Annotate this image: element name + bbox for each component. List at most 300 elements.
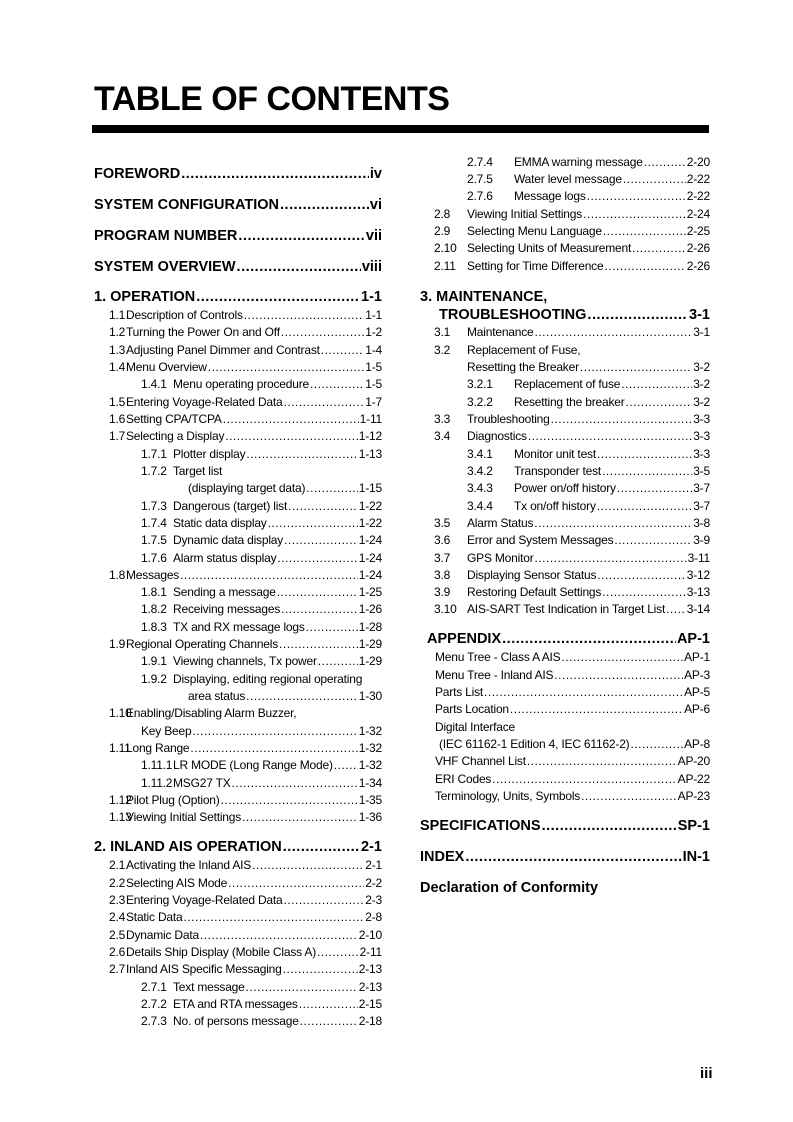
toc-entry-1-4-1[interactable] bbox=[94, 376, 382, 392]
toc-entry-text: SYSTEM CONFIGURATION bbox=[94, 197, 280, 213]
dot-leader bbox=[597, 446, 692, 462]
toc-entry-3-4-4[interactable] bbox=[420, 498, 710, 514]
toc-entry-3-2-2[interactable] bbox=[420, 394, 710, 410]
toc-section-number: 3.2.1 bbox=[467, 377, 493, 391]
dot-leader bbox=[242, 809, 358, 825]
toc-page-number: 1-25 bbox=[358, 585, 382, 599]
toc-entry-3-4-2[interactable] bbox=[420, 463, 710, 479]
toc-entry-text: No. of persons message bbox=[173, 1014, 299, 1028]
toc-section-number: 1.13 bbox=[109, 810, 132, 824]
dot-leader bbox=[196, 288, 360, 306]
toc-page-number: 2-26 bbox=[686, 259, 710, 273]
dot-leader bbox=[284, 892, 365, 908]
dot-leader bbox=[626, 394, 693, 410]
toc-entry-system-configuration[interactable] bbox=[94, 196, 382, 214]
dot-leader bbox=[535, 324, 693, 340]
toc-entry-1-11-2[interactable] bbox=[94, 775, 382, 791]
toc-entry-1-8-1[interactable] bbox=[94, 584, 382, 600]
toc-section-number: 2.7.5 bbox=[467, 172, 493, 186]
toc-entry-text: Entering Voyage-Related Data bbox=[126, 395, 283, 409]
dot-leader bbox=[534, 515, 692, 531]
toc-entry-appendix-digital-interface[interactable] bbox=[420, 719, 710, 735]
toc-page-number: AP-20 bbox=[677, 754, 710, 768]
toc-section-number: 2.4 bbox=[109, 910, 126, 924]
toc-entry-text: INDEX bbox=[420, 849, 465, 865]
toc-page-number: 2-24 bbox=[686, 207, 710, 221]
toc-section-number: 1.7.6 bbox=[141, 551, 167, 565]
toc-entry-1-7-1[interactable] bbox=[94, 446, 382, 462]
toc-entry-text: Maintenance bbox=[467, 325, 534, 339]
toc-page-number: 3-14 bbox=[686, 602, 710, 616]
toc-page-number: 1-5 bbox=[365, 377, 382, 391]
toc-entry-appendix-parts-location[interactable] bbox=[420, 701, 710, 717]
toc-section-number: 3.2.2 bbox=[467, 395, 493, 409]
toc-page-number: 1-2 bbox=[365, 325, 382, 339]
toc-entry-1-7-3[interactable] bbox=[94, 498, 382, 514]
toc-entry-2-7-3[interactable] bbox=[94, 1013, 382, 1029]
dot-leader bbox=[283, 838, 360, 856]
toc-entry-text: Text message bbox=[173, 980, 245, 994]
dot-leader bbox=[580, 359, 692, 375]
toc-entry-text: 3. MAINTENANCE, bbox=[420, 289, 548, 305]
toc-chapter-1[interactable] bbox=[94, 288, 382, 306]
dot-leader bbox=[583, 206, 686, 222]
toc-entry-2-6[interactable] bbox=[94, 944, 382, 960]
toc-section-number: 2.6 bbox=[109, 945, 126, 959]
dot-leader bbox=[597, 498, 693, 514]
toc-entry-3-4-3[interactable] bbox=[420, 480, 710, 496]
toc-entry-1-10-cont[interactable] bbox=[94, 723, 382, 739]
toc-page-number: 1-24 bbox=[358, 568, 382, 582]
dot-leader bbox=[502, 630, 676, 648]
toc-page-number: 2-15 bbox=[358, 997, 382, 1011]
toc-entry-2-4[interactable] bbox=[94, 909, 382, 925]
toc-entry-2-7-4[interactable] bbox=[420, 154, 710, 170]
title-rule bbox=[92, 125, 709, 133]
toc-page-number: AP-23 bbox=[677, 789, 710, 803]
toc-entry-text: Details Ship Display (Mobile Class A) bbox=[126, 945, 317, 959]
toc-entry-text: Long Range bbox=[126, 741, 190, 755]
toc-page-number: 1-32 bbox=[358, 724, 382, 738]
toc-page-number: 3-11 bbox=[687, 551, 710, 565]
toc-entry-1-3[interactable] bbox=[94, 342, 382, 358]
toc-entry-3-4-1[interactable] bbox=[420, 446, 710, 462]
toc-entry-text: Error and System Messages bbox=[467, 533, 614, 547]
dot-leader bbox=[281, 324, 364, 340]
toc-entry-text: Power on/off history bbox=[514, 481, 616, 495]
toc-entry-1-1[interactable] bbox=[94, 307, 382, 323]
toc-entry-2-9[interactable] bbox=[420, 223, 710, 239]
toc-entry-3-2-cont[interactable] bbox=[420, 359, 710, 375]
toc-entry-3-2-1[interactable] bbox=[420, 376, 710, 392]
toc-entry-text: SYSTEM OVERVIEW bbox=[94, 259, 236, 275]
toc-entry-1-9-2[interactable] bbox=[94, 671, 382, 687]
toc-entry-text: Receiving messages bbox=[173, 602, 281, 616]
toc-entry-1-7-2-cont[interactable] bbox=[94, 480, 382, 496]
toc-entry-text: Menu Overview bbox=[126, 360, 207, 374]
toc-entry-text: Static Data bbox=[126, 910, 183, 924]
dot-leader bbox=[200, 927, 358, 943]
toc-page-number: 2-13 bbox=[358, 980, 382, 994]
toc-entry-text: Regional Operating Channels bbox=[126, 637, 279, 651]
dot-leader bbox=[306, 480, 358, 496]
toc-entry-1-9[interactable] bbox=[94, 636, 382, 652]
toc-entry-3-7[interactable] bbox=[420, 550, 710, 566]
toc-entry-1-7-6[interactable] bbox=[94, 550, 382, 566]
dot-leader bbox=[597, 567, 686, 583]
toc-entry-3-10[interactable] bbox=[420, 601, 710, 617]
toc-page-number: 3-9 bbox=[693, 533, 710, 547]
dot-leader bbox=[465, 848, 681, 866]
toc-entry-1-8-2[interactable] bbox=[94, 601, 382, 617]
toc-page-number: 3-3 bbox=[693, 412, 710, 426]
toc-entry-2-1[interactable] bbox=[94, 857, 382, 873]
toc-entry-text: Monitor unit test bbox=[514, 447, 596, 461]
dot-leader bbox=[644, 154, 686, 170]
dot-leader bbox=[223, 411, 359, 427]
toc-entry-3-6[interactable] bbox=[420, 532, 710, 548]
toc-entry-text: Selecting a Display bbox=[126, 429, 225, 443]
toc-entry-2-7-6[interactable] bbox=[420, 188, 710, 204]
dot-leader bbox=[614, 532, 692, 548]
toc-entry-index[interactable] bbox=[420, 848, 710, 866]
toc-entry-text: area status bbox=[188, 689, 246, 703]
toc-entry-3-2[interactable] bbox=[420, 342, 710, 358]
toc-entry-foreword[interactable] bbox=[94, 165, 382, 183]
toc-section-number: 1.3 bbox=[109, 343, 126, 357]
toc-page-number: 1-7 bbox=[365, 395, 382, 409]
toc-page-number: vii bbox=[365, 228, 382, 244]
toc-section-number: 2.7.1 bbox=[141, 980, 167, 994]
toc-entry-text: Plotter display bbox=[173, 447, 246, 461]
toc-entry-text: 1. OPERATION bbox=[94, 289, 196, 305]
toc-page-number: iv bbox=[369, 166, 382, 182]
toc-entry-appendix-menu-tree-class-a[interactable] bbox=[420, 649, 710, 665]
toc-entry-1-8[interactable] bbox=[94, 567, 382, 583]
toc-section-number: 1.2 bbox=[109, 325, 126, 339]
toc-section-number: 1.8.1 bbox=[141, 585, 167, 599]
toc-entry-1-7-2[interactable] bbox=[94, 463, 382, 479]
toc-entry-text: APPENDIX bbox=[427, 631, 502, 647]
dot-leader bbox=[283, 961, 358, 977]
toc-entry-system-overview[interactable] bbox=[94, 258, 382, 276]
toc-entry-1-8-3[interactable] bbox=[94, 619, 382, 635]
toc-entry-text: Menu Tree - Class A AIS bbox=[435, 650, 561, 664]
dot-leader bbox=[484, 684, 683, 700]
toc-entry-2-2[interactable] bbox=[94, 875, 382, 891]
toc-entry-text: Menu Tree - Inland AIS bbox=[435, 668, 554, 682]
toc-entry-1-7[interactable] bbox=[94, 428, 382, 444]
toc-section-number: 1.6 bbox=[109, 412, 126, 426]
toc-entry-text: TX and RX message logs bbox=[173, 620, 305, 634]
toc-page-number: 3-2 bbox=[693, 395, 710, 409]
toc-entry-1-7-4[interactable] bbox=[94, 515, 382, 531]
dot-leader bbox=[246, 688, 358, 704]
toc-section-number: 2.7 bbox=[109, 962, 126, 976]
toc-entry-text: Diagnostics bbox=[467, 429, 527, 443]
dot-leader bbox=[581, 788, 677, 804]
toc-entry-1-5[interactable] bbox=[94, 394, 382, 410]
toc-entry-text: Declaration of Conformity bbox=[420, 880, 599, 896]
dot-leader bbox=[238, 227, 364, 245]
toc-entry-1-10[interactable] bbox=[94, 705, 382, 721]
toc-section-number: 2.5 bbox=[109, 928, 126, 942]
toc-entry-text: Inland AIS Specific Messaging bbox=[126, 962, 282, 976]
toc-page-number: AP-5 bbox=[684, 685, 710, 699]
toc-entry-2-11[interactable] bbox=[420, 258, 710, 274]
toc-entry-program-number[interactable] bbox=[94, 227, 382, 245]
toc-section-number: 3.9 bbox=[434, 585, 451, 599]
toc-entry-text: Menu operating procedure bbox=[173, 377, 309, 391]
toc-section-number: 2.11 bbox=[434, 259, 456, 273]
toc-page-number: 1-4 bbox=[365, 343, 382, 357]
toc-entry-1-4[interactable] bbox=[94, 359, 382, 375]
toc-section-number: 2.7.3 bbox=[141, 1014, 167, 1028]
toc-entry-text: Parts Location bbox=[435, 702, 509, 716]
toc-entry-text: PROGRAM NUMBER bbox=[94, 228, 238, 244]
toc-entry-2-7-5[interactable] bbox=[420, 171, 710, 187]
toc-page-number: 1-11 bbox=[359, 412, 382, 426]
toc-page-number: 2-3 bbox=[365, 893, 382, 907]
toc-entry-2-7-1[interactable] bbox=[94, 979, 382, 995]
toc-entry-1-12[interactable] bbox=[94, 792, 382, 808]
toc-page-number: 2-13 bbox=[358, 962, 382, 976]
toc-section-number: 1.9.1 bbox=[141, 654, 167, 668]
toc-page-number: 2-18 bbox=[358, 1014, 382, 1028]
toc-entry-text: Viewing Initial Settings bbox=[126, 810, 242, 824]
toc-entry-text: VHF Channel List bbox=[435, 754, 526, 768]
toc-entry-text: Terminology, Units, Symbols bbox=[435, 789, 581, 803]
toc-entry-text: 2. INLAND AIS OPERATION bbox=[94, 839, 282, 855]
toc-entry-text: Enabling/Disabling Alarm Buzzer, bbox=[126, 706, 297, 720]
toc-entry-2-3[interactable] bbox=[94, 892, 382, 908]
toc-entry-2-8[interactable] bbox=[420, 206, 710, 222]
toc-entry-3-3[interactable] bbox=[420, 411, 710, 427]
dot-leader bbox=[306, 619, 358, 635]
toc-entry-text: Selecting Units of Measurement bbox=[467, 241, 632, 255]
toc-page-number: viii bbox=[361, 259, 382, 275]
dot-leader bbox=[587, 306, 688, 324]
toc-page-number: 3-7 bbox=[693, 481, 710, 495]
toc-entry-text: (IEC 61162-1 Edition 4, IEC 61162-2) bbox=[439, 737, 630, 751]
dot-leader bbox=[299, 996, 358, 1012]
toc-section-number: 3.4.4 bbox=[467, 499, 493, 513]
toc-chapter-3[interactable] bbox=[420, 288, 710, 306]
toc-section-number: 2.9 bbox=[434, 224, 451, 238]
toc-entry-text: GPS Monitor bbox=[467, 551, 534, 565]
toc-entry-text: Selecting AIS Mode bbox=[126, 876, 228, 890]
toc-entry-text: Entering Voyage-Related Data bbox=[126, 893, 283, 907]
toc-section-number: 1.4.1 bbox=[141, 377, 167, 391]
toc-page-number: 2-26 bbox=[686, 241, 710, 255]
toc-page-number: 1-22 bbox=[358, 516, 382, 530]
toc-entry-text: Adjusting Panel Dimmer and Contrast bbox=[126, 343, 320, 357]
toc-entry-text: Activating the Inland AIS bbox=[126, 858, 252, 872]
toc-entry-2-10[interactable] bbox=[420, 240, 710, 256]
dot-leader bbox=[237, 258, 361, 276]
dot-leader bbox=[561, 649, 683, 665]
toc-entry-1-13[interactable] bbox=[94, 809, 382, 825]
toc-entry-text: Troubleshooting bbox=[467, 412, 550, 426]
toc-entry-text: MSG27 TX bbox=[173, 776, 231, 790]
dot-leader bbox=[492, 771, 676, 787]
dot-leader bbox=[542, 817, 677, 835]
dot-leader bbox=[284, 532, 358, 548]
dot-leader bbox=[587, 188, 686, 204]
toc-section-number: 1.11.1 bbox=[141, 758, 173, 772]
toc-entry-text: Selecting Menu Language bbox=[467, 224, 602, 238]
toc-entry-3-4[interactable] bbox=[420, 428, 710, 444]
toc-section-number: 3.1 bbox=[434, 325, 451, 339]
toc-entry-text: Replacement of fuse bbox=[514, 377, 621, 391]
dot-leader bbox=[181, 165, 369, 183]
toc-page-number: 1-32 bbox=[358, 758, 382, 772]
toc-chapter-3-cont[interactable] bbox=[420, 306, 710, 324]
dot-leader bbox=[603, 223, 686, 239]
toc-section-number: 3.4.2 bbox=[467, 464, 493, 478]
dot-leader bbox=[334, 757, 358, 773]
toc-entry-3-9[interactable] bbox=[420, 584, 710, 600]
dot-leader bbox=[554, 667, 683, 683]
toc-section-number: 1.8 bbox=[109, 568, 126, 582]
toc-section-number: 2.3 bbox=[109, 893, 126, 907]
toc-entry-text: Resetting the breaker bbox=[514, 395, 625, 409]
toc-entry-1-2[interactable] bbox=[94, 324, 382, 340]
toc-section-number: 1.7.3 bbox=[141, 499, 167, 513]
toc-entry-text: Displaying Sensor Status bbox=[467, 568, 597, 582]
dot-leader bbox=[281, 601, 358, 617]
dot-leader bbox=[527, 753, 677, 769]
toc-entry-text: TROUBLESHOOTING bbox=[439, 307, 587, 323]
toc-entry-text: Viewing Initial Settings bbox=[467, 207, 583, 221]
dot-leader bbox=[184, 909, 365, 925]
toc-section-number: 2.8 bbox=[434, 207, 451, 221]
toc-section-number: 1.10 bbox=[109, 706, 132, 720]
toc-entry-text: SPECIFICATIONS bbox=[420, 818, 541, 834]
dot-leader bbox=[666, 601, 686, 617]
toc-entry-1-11-1[interactable] bbox=[94, 757, 382, 773]
toc-section-number: 1.7.1 bbox=[141, 447, 167, 461]
toc-section-number: 3.4 bbox=[434, 429, 451, 443]
toc-page-number: 1-22 bbox=[358, 499, 382, 513]
toc-page-number: 1-5 bbox=[365, 360, 382, 374]
toc-entry-text: Messages bbox=[126, 568, 180, 582]
toc-page-number: 3-1 bbox=[689, 307, 710, 323]
toc-entry-1-11[interactable] bbox=[94, 740, 382, 756]
toc-entry-specifications[interactable] bbox=[420, 817, 710, 835]
toc-entry-2-7-2[interactable] bbox=[94, 996, 382, 1012]
toc-entry-1-9-2-cont[interactable] bbox=[94, 688, 382, 704]
toc-section-number: 3.8 bbox=[434, 568, 451, 582]
dot-leader bbox=[246, 979, 358, 995]
toc-section-number: 1.7 bbox=[109, 429, 126, 443]
toc-entry-appendix-parts-list[interactable] bbox=[420, 684, 710, 700]
toc-section-number: 3.5 bbox=[434, 516, 451, 530]
toc-page-number: 3-8 bbox=[693, 516, 710, 530]
toc-entry-text: Alarm Status bbox=[467, 516, 534, 530]
toc-entry-2-7[interactable] bbox=[94, 961, 382, 977]
toc-page-number: 2-1 bbox=[361, 839, 382, 855]
toc-entry-text: Message logs bbox=[514, 189, 586, 203]
toc-entry-appendix-terminology[interactable] bbox=[420, 788, 710, 804]
dot-leader bbox=[310, 376, 364, 392]
toc-entry-text: LR MODE (Long Range Mode) bbox=[173, 758, 333, 772]
dot-leader bbox=[630, 736, 683, 752]
dot-leader bbox=[528, 428, 692, 444]
toc-entry-text: Static data display bbox=[173, 516, 267, 530]
toc-page-number: 3-1 bbox=[693, 325, 710, 339]
toc-entry-appendix-eri-codes[interactable] bbox=[420, 771, 710, 787]
toc-entry-1-6[interactable] bbox=[94, 411, 382, 427]
toc-page-number: vi bbox=[369, 197, 382, 213]
dot-leader bbox=[225, 428, 358, 444]
toc-entry-appendix-vhf-channel-list[interactable] bbox=[420, 753, 710, 769]
toc-page-number: 3-7 bbox=[693, 499, 710, 513]
toc-section-number: 2.1 bbox=[109, 858, 126, 872]
toc-page-number: 3-3 bbox=[693, 429, 710, 443]
toc-section-number: 1.7.4 bbox=[141, 516, 167, 530]
dot-leader bbox=[535, 550, 687, 566]
page-title: TABLE OF CONTENTS bbox=[94, 80, 450, 118]
toc-entry-text: Digital Interface bbox=[435, 720, 515, 734]
toc-page-number: 2-20 bbox=[686, 155, 710, 169]
toc-entry-appendix-digital-interface-cont[interactable] bbox=[420, 736, 710, 752]
toc-page-number: 1-35 bbox=[358, 793, 382, 807]
dot-leader bbox=[321, 342, 364, 358]
toc-section-number: 1.7.2 bbox=[141, 464, 167, 478]
toc-section-number: 3.6 bbox=[434, 533, 451, 547]
toc-entry-appendix[interactable] bbox=[427, 630, 710, 648]
toc-page-number: 1-32 bbox=[358, 741, 382, 755]
toc-entry-text: Setting CPA/TCPA bbox=[126, 412, 222, 426]
toc-section-number: 3.2 bbox=[434, 343, 451, 357]
toc-page-number: 2-8 bbox=[365, 910, 382, 924]
toc-section-number: 1.8.3 bbox=[141, 620, 167, 634]
toc-entry-3-8[interactable] bbox=[420, 567, 710, 583]
toc-entry-text: Resetting the Breaker bbox=[467, 360, 579, 374]
toc-entry-3-1[interactable] bbox=[420, 324, 710, 340]
toc-page-number: 1-29 bbox=[358, 654, 382, 668]
toc-page-number: 1-15 bbox=[358, 481, 382, 495]
dot-leader bbox=[244, 307, 364, 323]
toc-entry-1-7-5[interactable] bbox=[94, 532, 382, 548]
dot-leader bbox=[317, 944, 359, 960]
dot-leader bbox=[510, 701, 683, 717]
toc-entry-1-9-1[interactable] bbox=[94, 653, 382, 669]
toc-section-number: 1.9.2 bbox=[141, 672, 167, 686]
toc-entry-declaration[interactable] bbox=[420, 879, 710, 897]
toc-section-number: 3.7 bbox=[434, 551, 451, 565]
toc-section-number: 2.10 bbox=[434, 241, 457, 255]
toc-page-number: 2-25 bbox=[686, 224, 710, 238]
toc-page-number: IN-1 bbox=[682, 849, 710, 865]
toc-section-number: 2.7.6 bbox=[467, 189, 493, 203]
toc-entry-appendix-menu-tree-inland[interactable] bbox=[420, 667, 710, 683]
toc-page-number: 1-30 bbox=[358, 689, 382, 703]
dot-leader bbox=[279, 636, 358, 652]
toc-entry-text: Target list bbox=[173, 464, 223, 478]
toc-chapter-2[interactable] bbox=[94, 838, 382, 856]
toc-entry-text: Replacement of Fuse, bbox=[467, 343, 581, 357]
dot-leader bbox=[551, 411, 693, 427]
toc-entry-text: ERI Codes bbox=[435, 772, 492, 786]
toc-page-number: 1-1 bbox=[365, 308, 382, 322]
toc-entry-2-5[interactable] bbox=[94, 927, 382, 943]
toc-section-number: 1.7.5 bbox=[141, 533, 167, 547]
toc-entry-3-5[interactable] bbox=[420, 515, 710, 531]
toc-entry-text: Setting for Time Difference bbox=[467, 259, 604, 273]
toc-section-number: 1.11 bbox=[109, 741, 131, 755]
